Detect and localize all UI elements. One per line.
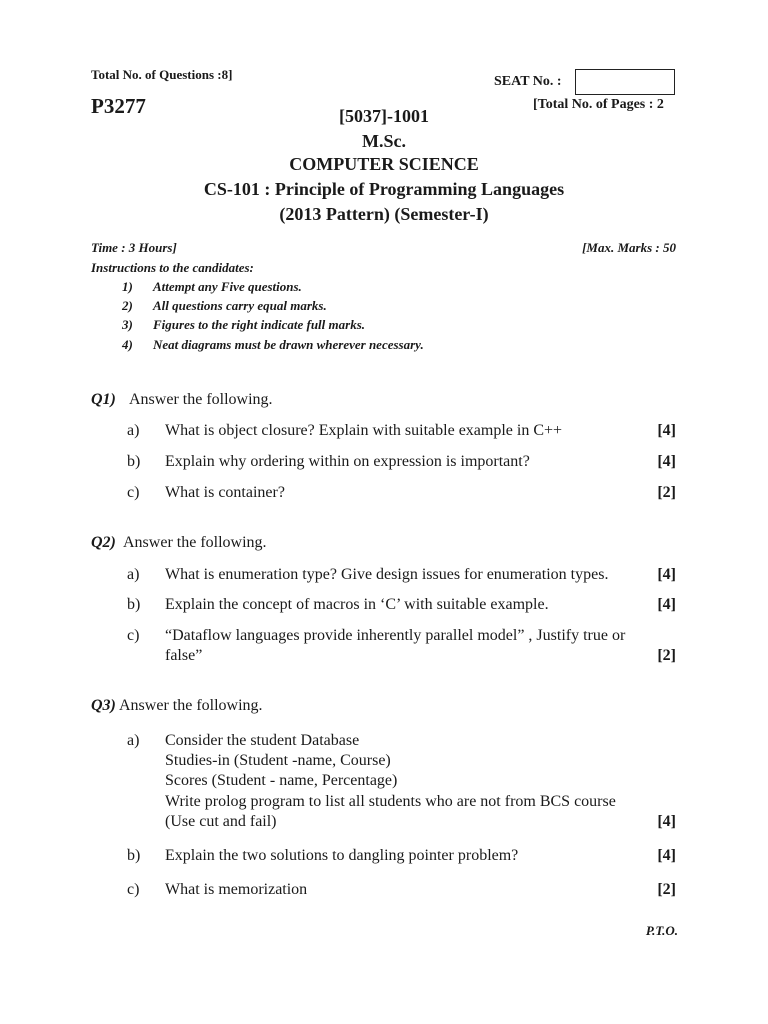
part-text: Studies-in (Student -name, Course) [165,752,391,769]
paper-code: P3277 [91,94,146,118]
part-marks: [4] [657,453,676,470]
time-allowed: Time : 3 Hours] [91,240,177,255]
part-marks: [4] [657,422,676,439]
part-text: Consider the student Database [165,732,360,749]
part-marks: [4] [657,566,676,583]
question-label: Q2) [91,534,116,551]
total-questions: Total No. of Questions :8] [91,67,233,82]
part-letter: b) [127,453,141,470]
instruction-number: 1) [122,279,133,294]
part-text: Write prolog program to list all students who are not from BCS course [165,793,616,810]
instructions-title: Instructions to the candidates: [91,260,254,275]
instruction-text: All questions carry equal marks. [153,298,327,313]
question-label: Q3) [91,697,116,714]
part-letter: a) [127,732,140,749]
seat-no-box[interactable] [575,69,675,95]
instruction-number: 4) [122,337,133,352]
part-text: What is container? [165,484,285,501]
question-title: Answer the following. [119,697,263,714]
part-letter: c) [127,881,140,898]
question-label: Q1) [91,391,116,408]
part-letter: b) [127,847,141,864]
part-text: Explain the concept of macros in ‘C’ with suitable example. [165,596,549,613]
subject: COMPUTER SCIENCE [289,154,479,174]
part-text: What is memorization [165,881,308,898]
instruction-text: Attempt any Five questions. [153,279,302,294]
part-text: Scores (Student - name, Percentage) [165,772,398,789]
part-marks: [4] [657,813,676,830]
part-marks: [4] [657,596,676,613]
part-text: Explain the two solutions to dangling pointer problem? [165,847,519,864]
instruction-text: Neat diagrams must be drawn wherever necessary. [153,337,424,352]
part-letter: c) [127,484,140,501]
instruction-text: Figures to the right indicate full marks. [153,317,366,332]
max-marks: [Max. Marks : 50 [582,240,676,255]
part-letter: a) [127,566,140,583]
part-text: Explain why ordering within on expression is important? [165,453,530,470]
question-title: Answer the following. [129,391,273,408]
exam-code: [5037]-1001 [339,106,429,126]
part-text: What is object closure? Explain with suitable example in C++ [165,422,563,439]
seat-no-label: SEAT No. : [494,74,562,89]
part-marks: [2] [657,881,676,898]
course-title: CS-101 : Principle of Programming Languages [203,179,565,199]
part-text: (Use cut and fail) [165,813,277,830]
part-text: “Dataflow languages provide inherently parallel model” , Justify true or [165,627,626,644]
part-marks: [4] [657,847,676,864]
question-title: Answer the following. [123,534,267,551]
pattern-semester: (2013 Pattern) (Semester-I) [279,204,489,224]
part-letter: a) [127,422,140,439]
part-marks: [2] [657,647,676,664]
part-text: false” [165,647,203,664]
part-letter: b) [127,596,141,613]
total-pages: [Total No. of Pages : 2 [533,97,664,112]
pto-note: P.T.O. [645,923,678,938]
instruction-number: 2) [122,298,133,313]
instruction-number: 3) [122,317,133,332]
part-marks: [2] [657,484,676,501]
degree: M.Sc. [362,131,406,151]
part-text: What is enumeration type? Give design issues for enumeration types. [165,566,609,583]
part-letter: c) [127,627,140,644]
